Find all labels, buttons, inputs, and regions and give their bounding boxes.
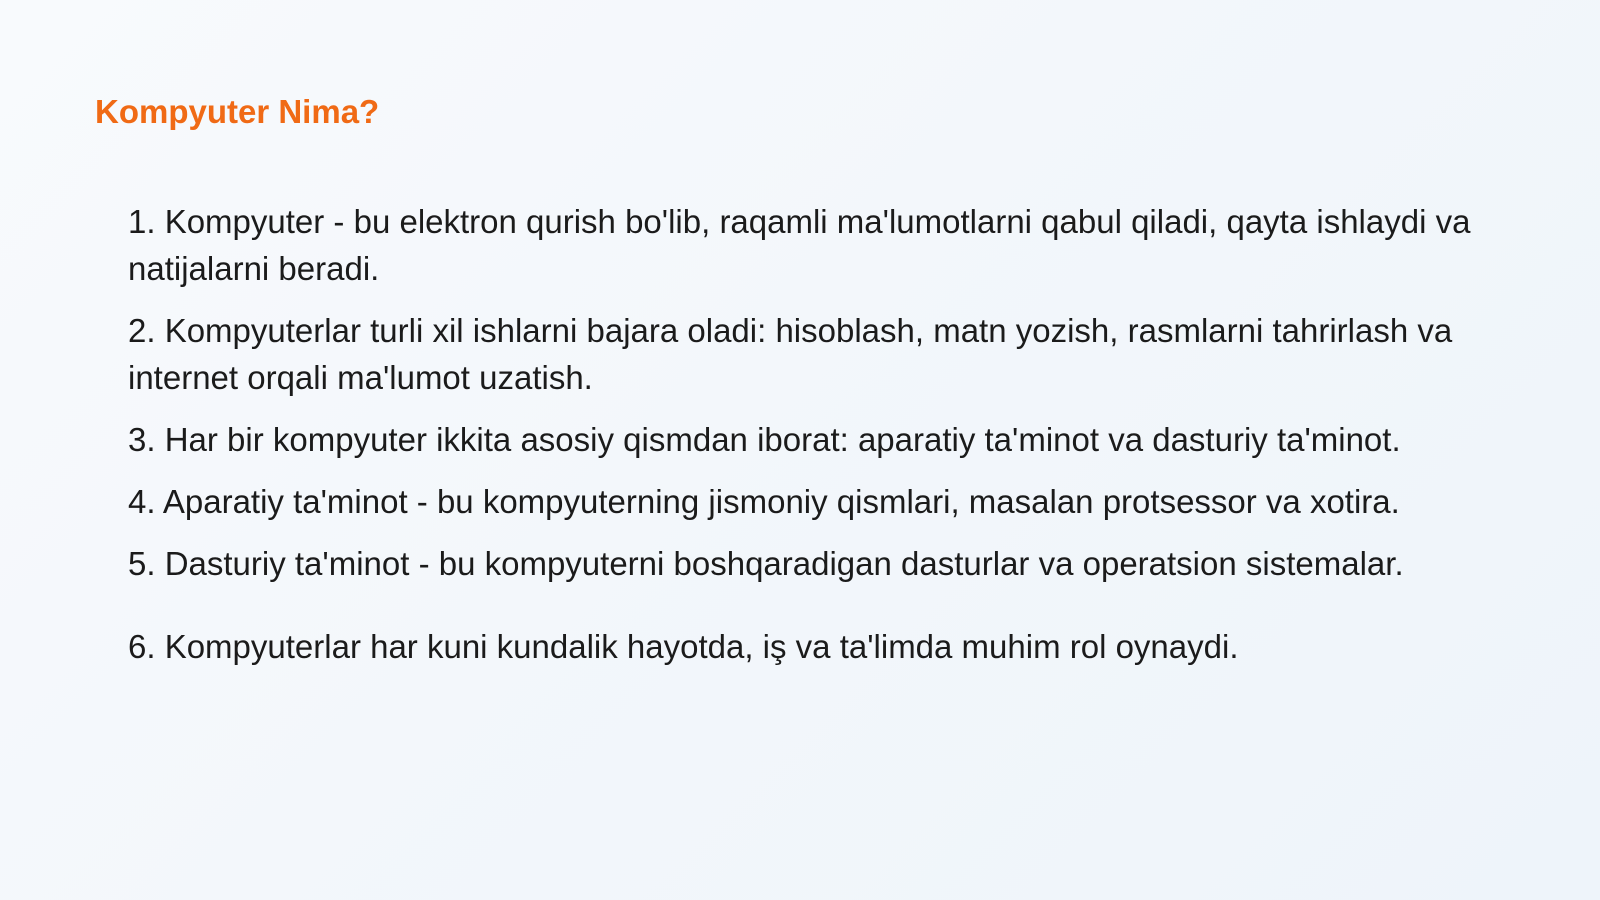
point-6: 6. Kompyuterlar har kuni kundalik hayotda, iş va ta'limda muhim rol oynaydi.	[128, 628, 1239, 665]
point-4: 4. Aparatiy ta'minot - bu kompyuterning jismoniy qismlari, masalan protsessor va xotira.	[128, 483, 1400, 520]
point-1: 1. Kompyuter - bu elektron qurish bo'lib, raqamli ma'lumotlarni qabul qiladi, qayta ishlaydi va natijalarni beradi.	[128, 203, 1471, 287]
point-2: 2. Kompyuterlar turli xil ishlarni bajara oladi: hisoblash, matn yozish, rasmlarni tahrirlash va internet orqali ma'lumot uzatish.	[128, 312, 1453, 396]
point-list	[128, 198, 1498, 685]
point-3: 3. Har bir kompyuter ikkita asosiy qismdan iborat: aparatiy ta'minot va dasturiy ta'minot.	[128, 421, 1401, 458]
slide-title: Kompyuter Nima?	[95, 93, 380, 130]
point-5: 5. Dasturiy ta'minot - bu kompyuterni boshqaradigan dasturlar va operatsion sistemalar.	[128, 545, 1404, 582]
